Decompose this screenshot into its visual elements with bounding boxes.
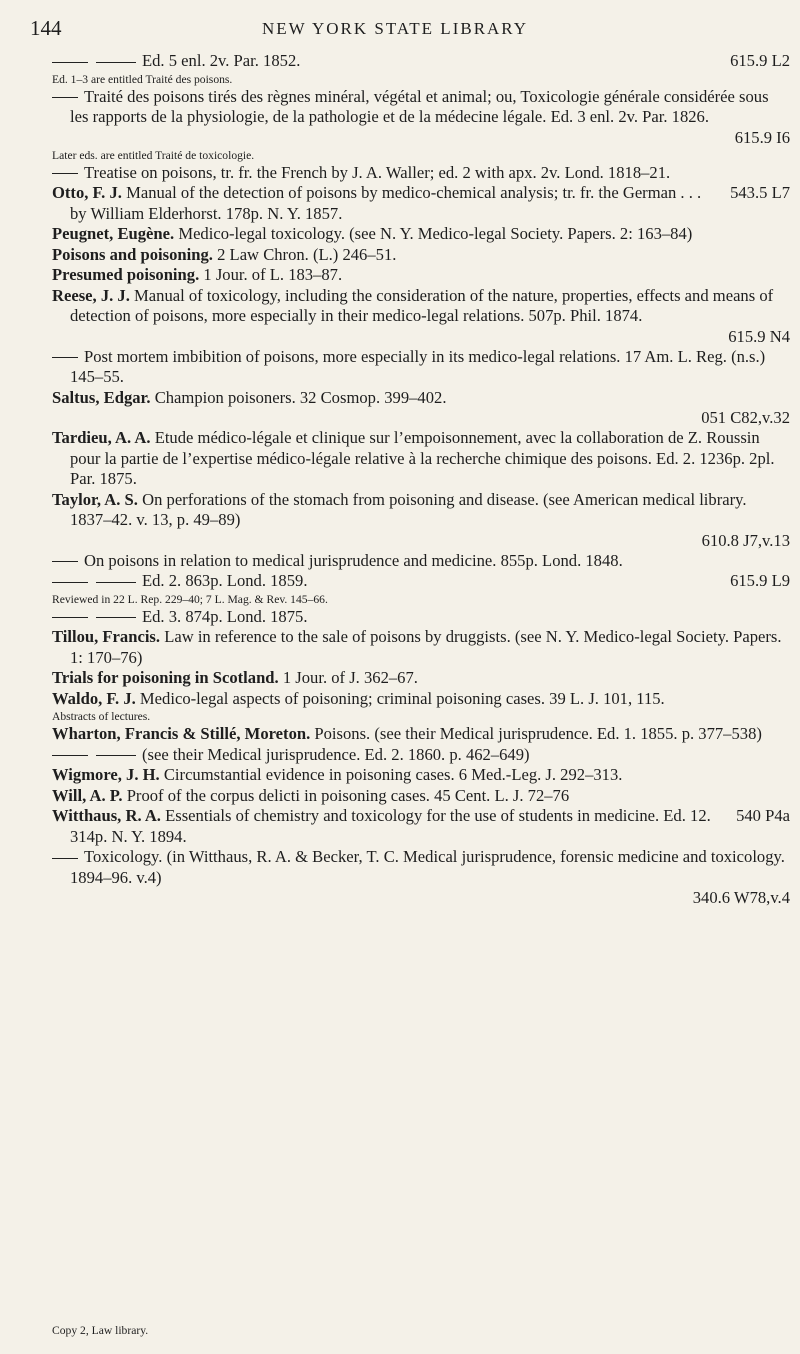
entry-heading: Otto, F. J. bbox=[52, 183, 122, 202]
bibliography-entry bbox=[52, 183, 790, 224]
call-number: 615.9 L9 bbox=[730, 571, 790, 590]
entry-text: Proof of the corpus delicti in poisoning cases. 45 Cent. L. J. 72–76 bbox=[126, 785, 570, 805]
ditto-rule bbox=[52, 62, 88, 63]
entry-text: Manual of toxicology, including the consideration of the nature, properties, effects and means of detection of poisons, more especially in their medico-legal relations. 507p. Phil. 1874. bbox=[70, 285, 774, 325]
bibliography-entry bbox=[52, 428, 790, 490]
bibliography-entry bbox=[52, 745, 790, 766]
ditto-rule bbox=[52, 755, 88, 756]
entry-text: Medico-legal aspects of poisoning; criminal poisoning cases. 39 L. J. 101, 115. bbox=[139, 688, 665, 708]
bibliography-entry bbox=[52, 163, 790, 184]
entry-text: Champion poisoners. 32 Cosmop. 399–402. bbox=[154, 387, 447, 407]
entry-text: Toxicology. (in Witthaus, R. A. & Becker, T. C. Medical jurisprudence, forensic medicine and toxicology. 1894–96. v.4) bbox=[70, 847, 785, 887]
ditto-rule bbox=[96, 62, 136, 63]
entry-text: On poisons in relation to medical jurisprudence and medicine. 855p. Lond. 1848. bbox=[84, 550, 623, 570]
entry-heading: Tardieu, A. A. bbox=[52, 428, 151, 447]
entry-note: Ed. 1–3 are entitled Traité des poisons. bbox=[52, 72, 233, 86]
ditto-rule bbox=[52, 97, 78, 98]
bibliography-entry bbox=[52, 689, 790, 710]
ditto-rule bbox=[52, 858, 78, 859]
entry-heading: Taylor, A. S. bbox=[52, 489, 138, 509]
entry-heading: Presumed poisoning. bbox=[52, 265, 200, 284]
entry-heading: Reese, J. J. bbox=[52, 285, 130, 305]
entry-text: Treatise on poisons, tr. fr. the French by J. A. Waller; ed. 2 with apx. 2v. Lond. 1818–21. bbox=[84, 162, 671, 182]
entry-text: Circumstantial evidence in poisoning cases. 6 Med.-Leg. J. 292–313. bbox=[163, 765, 623, 784]
entry-note: Abstracts of lectures. bbox=[52, 710, 151, 723]
bibliography-entry bbox=[52, 490, 790, 531]
bibliography-entry bbox=[52, 847, 790, 888]
bibliography-entry bbox=[52, 286, 790, 327]
entry-text: Poisons. (see their Medical jurisprudence. Ed. 1. 1855. p. 377–538) bbox=[314, 724, 762, 743]
entry-heading: Peugnet, Eugène. bbox=[52, 224, 175, 243]
bibliography-entry bbox=[52, 265, 790, 286]
bibliography-entry bbox=[52, 224, 790, 245]
bibliography-entry bbox=[52, 87, 790, 128]
entry-text: 1 Jour. of J. 362–67. bbox=[282, 668, 418, 687]
page-header bbox=[30, 16, 760, 40]
entry-heading: Saltus, Edgar. bbox=[52, 387, 151, 407]
entry-heading: Tillou, Francis. bbox=[52, 627, 161, 646]
bibliography-entry bbox=[52, 668, 790, 689]
call-number: 615.9 N4 bbox=[728, 326, 790, 346]
entry-text: (see their Medical jurisprudence. Ed. 2. 1860. p. 462–649) bbox=[142, 744, 530, 764]
call-number: 615.9 I6 bbox=[734, 127, 790, 147]
bibliography-entry bbox=[52, 765, 790, 786]
entry-text: Essentials of chemistry and toxicology for the use of students in medicine. Ed. 12. 314p. N. Y. 1894. bbox=[70, 806, 711, 846]
entry-text: Traité des poisons tirés des règnes minéral, végétal et animal; ou, Toxicologie générale considérée sous les rapports de la physiologie, de la pathologie et de la médecine légale. Ed. 3 enl. 2v. Par. 1826. bbox=[70, 86, 769, 126]
entry-text: Law in reference to the sale of poisons by druggists. (see N. Y. Medico-legal Society. Papers. 1: 170–76) bbox=[70, 627, 782, 667]
entry-heading: Trials for poisoning in Scotland. bbox=[52, 668, 279, 687]
ditto-rule bbox=[52, 617, 88, 618]
bibliography-entry bbox=[52, 51, 790, 72]
entry-text: On perforations of the stomach from poisoning and disease. (see American medical library. 1837–42. v. 13, p. 49–89) bbox=[70, 489, 747, 529]
running-title: NEW YORK STATE LIBRARY bbox=[261, 19, 528, 38]
bibliography-entry bbox=[52, 724, 790, 745]
bibliography-entry bbox=[52, 607, 790, 628]
bibliography-entry bbox=[52, 551, 790, 572]
call-number: 051 C82,v.32 bbox=[701, 408, 790, 427]
page-number: 144 bbox=[30, 16, 62, 40]
entry-text: 2 Law Chron. (L.) 246–51. bbox=[217, 244, 397, 264]
entry-text: Manual of the detection of poisons by medico-chemical analysis; tr. fr. the German . . . by William Elderhorst. 178p. N. Y. 1857. bbox=[70, 183, 702, 223]
ditto-rule bbox=[52, 357, 78, 358]
call-number: 610.8 J7,v.13 bbox=[701, 530, 790, 550]
footer-note: Copy 2, Law library. bbox=[52, 1324, 149, 1337]
entry-text: Etude médico-légale et clinique sur l’empoisonnement, avec la collaboration de Z. Roussin pour la partie de l’expertise médico-légale relative à la recherche chimique des poisons. Ed. 2. 1236p. 2pl. Par. 1875. bbox=[70, 428, 775, 488]
ditto-rule bbox=[96, 582, 136, 583]
bibliography-entry bbox=[52, 388, 790, 409]
entry-note: Later eds. are entitled Traité de toxicologie. bbox=[52, 148, 255, 162]
entry-note: Reviewed in 22 L. Rep. 229–40; 7 L. Mag. & Rev. 145–66. bbox=[52, 592, 328, 606]
ditto-rule bbox=[52, 561, 78, 562]
ditto-rule bbox=[96, 755, 136, 756]
bibliography-entry bbox=[52, 347, 790, 388]
bibliography-entry bbox=[52, 627, 790, 668]
ditto-rule bbox=[52, 582, 88, 583]
bibliography-entry bbox=[52, 786, 790, 807]
entry-text: Post mortem imbibition of poisons, more especially in its medico-legal relations. 17 Am. L. Reg. (n.s.) 145–55. bbox=[70, 346, 766, 386]
entry-text: 1 Jour. of L. 183–87. bbox=[203, 265, 343, 284]
entry-text: Ed. 2. 863p. Lond. 1859. bbox=[142, 571, 308, 590]
entry-heading: Will, A. P. bbox=[52, 785, 123, 805]
bibliography-entry bbox=[52, 806, 790, 847]
call-number: 540 P4a bbox=[736, 806, 790, 825]
call-number: 615.9 L2 bbox=[730, 51, 790, 70]
ditto-rule bbox=[52, 173, 78, 174]
entry-heading: Poisons and poisoning. bbox=[52, 244, 213, 264]
entry-heading: Waldo, F. J. bbox=[52, 688, 136, 708]
entry-text: Ed. 5 enl. 2v. Par. 1852. bbox=[142, 51, 301, 70]
entry-heading: Wharton, Francis & Stillé, Moreton. bbox=[52, 724, 311, 743]
entry-heading: Wigmore, J. H. bbox=[52, 765, 160, 784]
ditto-rule bbox=[96, 617, 136, 618]
entry-heading: Witthaus, R. A. bbox=[52, 806, 161, 825]
bibliography-entry bbox=[52, 571, 790, 592]
call-number: 543.5 L7 bbox=[730, 183, 790, 202]
entry-text: Medico-legal toxicology. (see N. Y. Medico-legal Society. Papers. 2: 163–84) bbox=[178, 224, 693, 243]
bibliography-list bbox=[52, 51, 790, 908]
entry-text: Ed. 3. 874p. Lond. 1875. bbox=[142, 606, 308, 626]
call-number: 340.6 W78,v.4 bbox=[692, 888, 790, 907]
bibliography-entry bbox=[52, 245, 790, 266]
